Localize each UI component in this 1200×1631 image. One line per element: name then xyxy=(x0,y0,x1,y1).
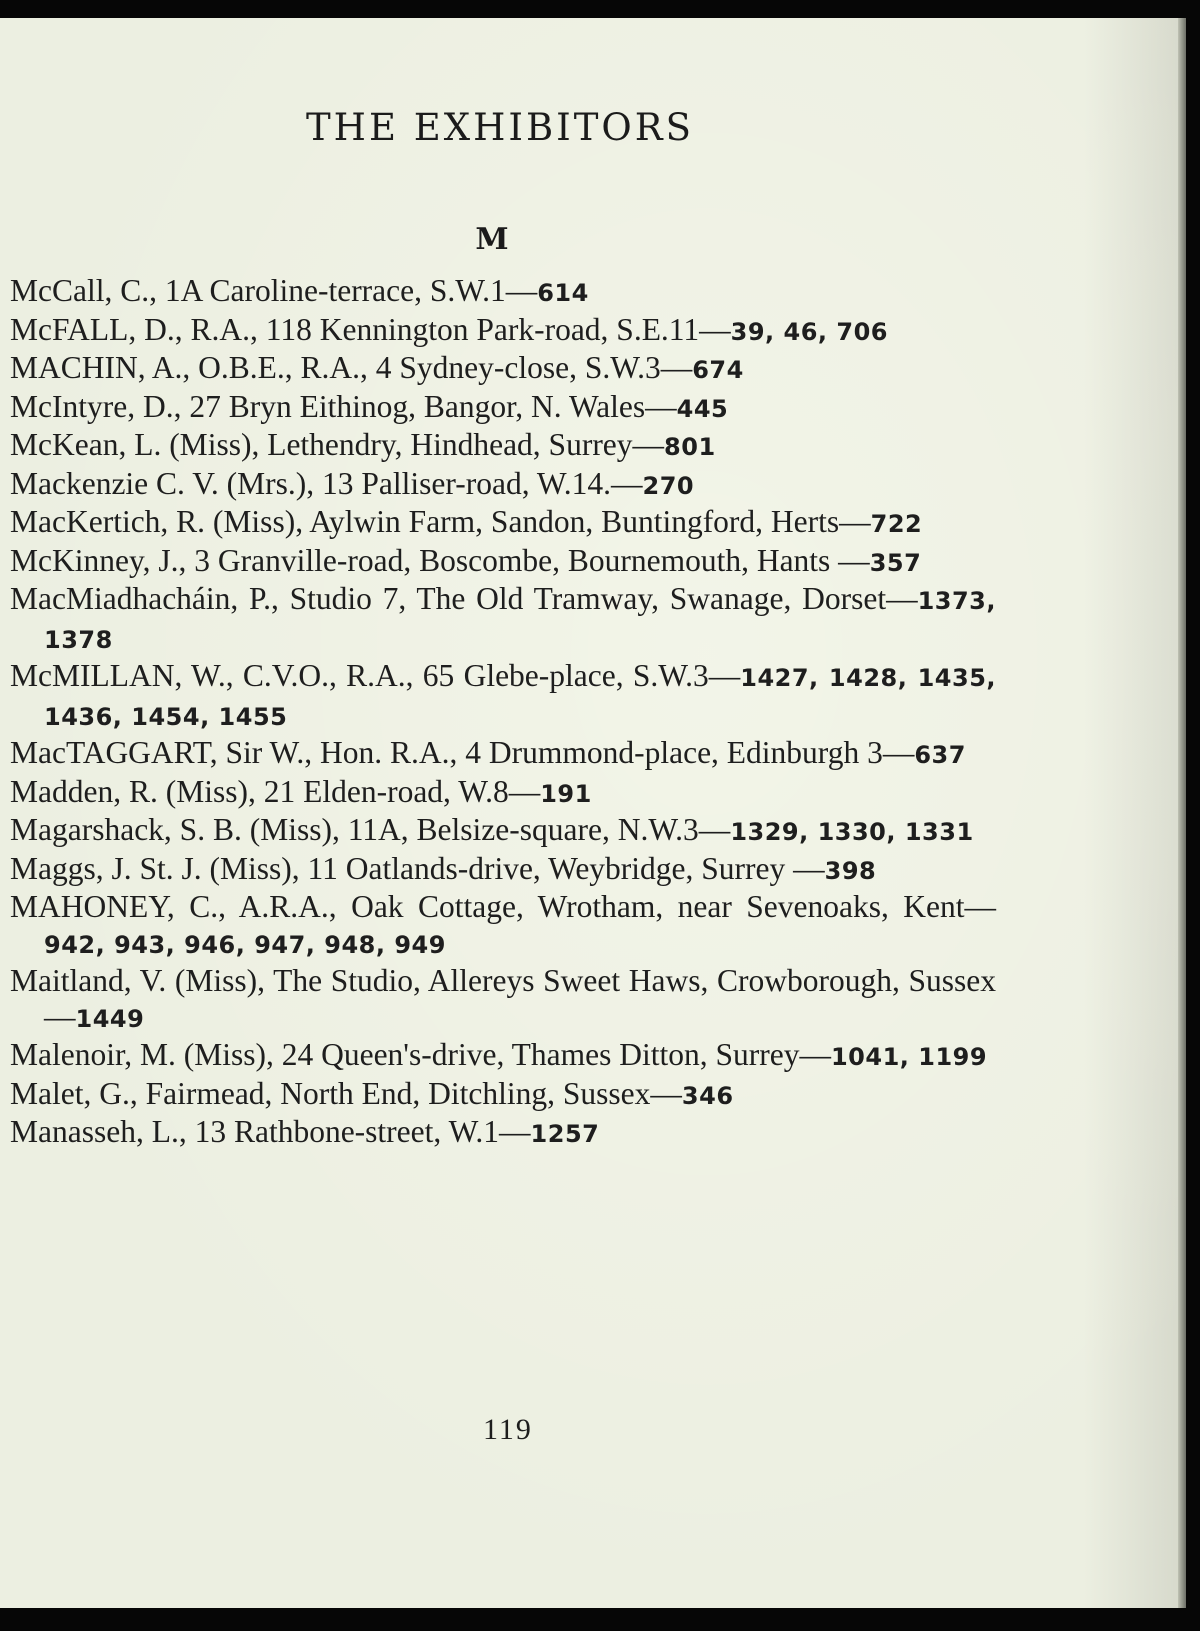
entry-text: MAHONEY, C., A.R.A., Oak Cottage, Wrotham, near Sevenoaks, Kent— xyxy=(10,889,996,924)
entry-text: MacKertich, R. (Miss), Aylwin Farm, Sandon, Buntingford, Herts— xyxy=(10,504,871,539)
entry-numbers: 445 xyxy=(676,394,729,423)
list-item xyxy=(10,658,996,735)
entry-numbers: 942, 943, 946, 947, 948, 949 xyxy=(44,930,446,959)
list-item xyxy=(10,389,996,428)
entry-text: Malenoir, M. (Miss), 24 Queen's-drive, Thames Ditton, Surrey— xyxy=(10,1037,831,1072)
list-item xyxy=(10,774,996,813)
list-item xyxy=(10,735,996,774)
entry-numbers: 674 xyxy=(692,356,744,384)
page-number: 119 xyxy=(483,1413,533,1446)
entry-numbers: 1329, 1330, 1331 xyxy=(730,818,974,846)
entry-text: McCall, C., 1A Caroline-terrace, S.W.1— xyxy=(10,273,538,308)
entry-numbers: 357 xyxy=(869,548,922,577)
entry-text: McIntyre, D., 27 Bryn Eithinog, Bangor, N. Wales— xyxy=(10,388,677,424)
list-item xyxy=(10,427,996,466)
list-item xyxy=(10,889,996,963)
entry-text: Mackenzie C. V. (Mrs.), 13 Palliser-road, W.14.— xyxy=(10,465,643,501)
list-item xyxy=(10,273,996,312)
entry-numbers: 1257 xyxy=(530,1120,600,1148)
entry-text: MacMiadhacháin, P., Studio 7, The Old Tramway, Swanage, Dorset— xyxy=(10,581,918,616)
entry-text: MacTAGGART, Sir W., Hon. R.A., 4 Drummond-place, Edinburgh 3— xyxy=(10,735,915,770)
list-item xyxy=(10,312,996,351)
entry-numbers: 1427, 1428, 1435, 1436, 1454, 1455 xyxy=(44,664,997,731)
entry-text: McMILLAN, W., C.V.O., R.A., 65 Glebe-place, S.W.3— xyxy=(10,658,741,693)
entry-numbers: 1041, 1199 xyxy=(830,1043,988,1071)
list-item xyxy=(10,812,996,851)
entry-numbers: 39, 46, 706 xyxy=(730,317,888,346)
entry-numbers: 1449 xyxy=(75,1004,145,1033)
entry-text: Maggs, J. St. J. (Miss), 11 Oatlands-drive, Weybridge, Surrey — xyxy=(10,850,825,886)
list-item xyxy=(10,963,996,1037)
list-item xyxy=(10,1114,996,1153)
list-item xyxy=(10,1037,996,1076)
entry-numbers: 614 xyxy=(537,279,589,307)
entry-numbers: 722 xyxy=(870,510,923,538)
entry-text: McKinney, J., 3 Granville-road, Boscombe, Bournemouth, Hants — xyxy=(10,542,870,578)
entry-numbers: 191 xyxy=(540,779,592,808)
entry-numbers: 346 xyxy=(681,1081,734,1110)
list-item xyxy=(10,350,996,389)
entry-text: Manasseh, L., 13 Rathbone-street, W.1— xyxy=(10,1114,531,1149)
page-edge-shadow xyxy=(1178,18,1186,1608)
exhibitor-list xyxy=(10,273,996,1153)
entry-text: Malet, G., Fairmead, North End, Ditchling, Sussex— xyxy=(10,1075,682,1111)
list-item xyxy=(10,543,996,582)
entry-numbers: 270 xyxy=(642,471,695,500)
entry-numbers: 637 xyxy=(914,741,966,769)
entry-text: Madden, R. (Miss), 21 Elden-road, W.8— xyxy=(10,773,541,809)
list-item xyxy=(10,466,996,505)
list-item xyxy=(10,504,996,543)
list-item xyxy=(10,851,996,890)
entry-text: Magarshack, S. B. (Miss), 11A, Belsize-square, N.W.3— xyxy=(10,812,731,847)
paper-sheet xyxy=(0,18,1178,1608)
entry-text: McKean, L. (Miss), Lethendry, Hindhead, Surrey— xyxy=(10,427,665,462)
list-item xyxy=(10,581,996,658)
entry-numbers: 1373, 1378 xyxy=(44,587,996,654)
section-letter: M xyxy=(475,222,509,257)
entry-text: Maitland, V. (Miss), The Studio, Allereys Sweet Haws, Crowborough, Sussex— xyxy=(10,963,996,1034)
entry-numbers: 398 xyxy=(824,856,877,885)
entry-text: MACHIN, A., O.B.E., R.A., 4 Sydney-close, S.W.3— xyxy=(10,350,693,385)
entry-numbers: 801 xyxy=(664,433,716,461)
list-item xyxy=(10,1076,996,1115)
running-head: THE EXHIBITORS xyxy=(306,106,694,149)
entry-text: McFALL, D., R.A., 118 Kennington Park-road, S.E.11— xyxy=(10,311,731,347)
